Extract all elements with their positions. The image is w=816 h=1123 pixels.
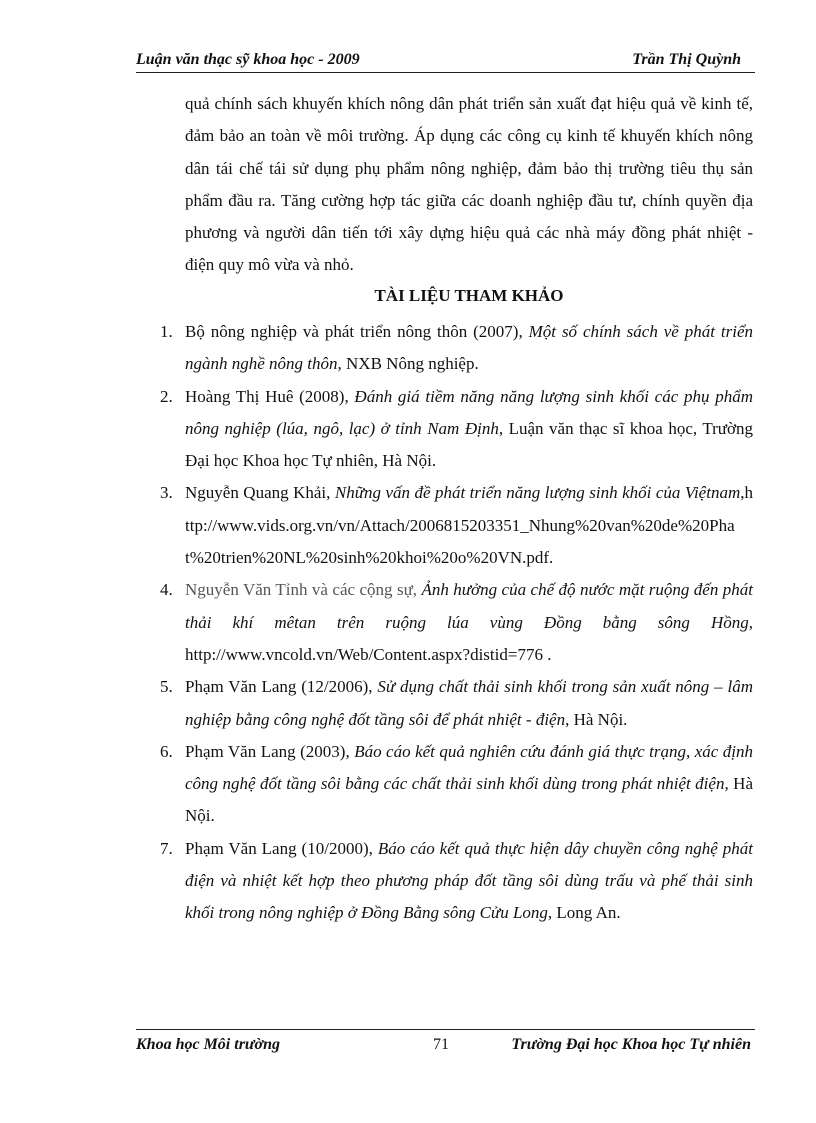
reference-publisher: , Luận văn thạc sĩ khoa học, Trường Đại học Khoa học Tự nhiên, Hà Nội. bbox=[185, 418, 753, 471]
body-section bbox=[185, 88, 753, 282]
reference-item bbox=[138, 316, 753, 381]
page-footer bbox=[136, 1029, 755, 1060]
header-thesis-title: Luận văn thạc sỹ khoa học - 2009 bbox=[136, 51, 360, 68]
reference-number: 6. bbox=[160, 741, 173, 761]
reference-item bbox=[138, 833, 753, 930]
reference-title: Một số chính sách về phát triển ngành nghề nông thôn bbox=[185, 322, 753, 374]
header-author: Trần Thị Quỳnh bbox=[632, 51, 741, 68]
reference-item bbox=[138, 574, 753, 671]
reference-authors: Phạm Văn Lang (2003), bbox=[185, 741, 355, 761]
reference-publisher: , NXB Nông nghiệp. bbox=[337, 354, 479, 374]
reference-authors: Phạm Văn Lang (10/2000), bbox=[185, 838, 378, 858]
reference-title: Đánh giá tiềm năng năng lượng sinh khối các phụ phẩm nông nghiệp (lúa, ngô, lạc) ở tỉnh Nam Định bbox=[185, 386, 753, 438]
reference-number: 5. bbox=[160, 677, 173, 697]
reference-url: ,http://www.vids.org.vn/vn/Attach/2006815203351_Nhung%20van%20de%20Phat%20trien%20NL%20sinh%20khoi%20o%20VN.pdf. bbox=[185, 483, 753, 568]
references-list bbox=[138, 316, 753, 930]
page-header bbox=[136, 48, 755, 73]
reference-authors: Bộ nông nghiệp và phát triển nông thôn (2007), bbox=[185, 322, 529, 341]
reference-number: 2. bbox=[160, 386, 173, 406]
reference-item bbox=[138, 736, 753, 833]
reference-number: 7. bbox=[160, 838, 173, 858]
reference-authors: Hoàng Thị Huê (2008), bbox=[185, 386, 355, 406]
reference-title: Báo cáo kết quả nghiên cứu đánh giá thực trạng, xác định công nghệ đốt tầng sôi bằng các chất thải sinh khối dùng trong phát nhiệt điện, bbox=[185, 741, 754, 794]
reference-number: 1. bbox=[160, 322, 173, 341]
reference-item bbox=[138, 381, 753, 478]
page-number: 71 bbox=[433, 1036, 449, 1053]
reference-authors: Nguyễn Văn Tỉnh và các cộng sự, bbox=[185, 580, 422, 600]
reference-item bbox=[138, 477, 753, 574]
reference-title: Ảnh hưởng của chế độ nước mặt ruộng đến phát thải khí mêtan trên ruộng lúa vùng Đồng bằng sông Hồng bbox=[185, 580, 753, 632]
reference-title: Những vấn đề phát triển năng lượng sinh khối của Việtnam bbox=[334, 483, 741, 503]
reference-publisher: , Long An. bbox=[547, 903, 621, 923]
reference-authors: Phạm Văn Lang (12/2006), bbox=[185, 677, 378, 697]
footer-university: Trường Đại học Khoa học Tự nhiên bbox=[511, 1036, 751, 1053]
reference-publisher: , Hà Nội. bbox=[565, 709, 628, 729]
reference-number: 4. bbox=[160, 580, 173, 600]
reference-item bbox=[138, 671, 753, 736]
body-paragraph: quả chính sách khuyến khích nông dân phát triển sản xuất đạt hiệu quả về kinh tế, đảm bảo an toàn về môi trường. Áp dụng các công cụ kinh tế khuyến khích nông dân tái chế tái sử dụng phụ phẩm nông nghiệp, đảm bảo thị trường tiêu thụ sản phẩm đầu ra. Tăng cường hợp tác giữa các doanh nghiệp đầu tư, chính quyền địa phương và người dân tiến tới xây dựng hiệu quả các nhà máy đồng phát nhiệt - điện quy mô vừa và nhỏ. bbox=[185, 94, 753, 275]
reference-url: , http://www.vncold.vn/Web/Content.aspx?distid=776 . bbox=[185, 612, 753, 664]
footer-department: Khoa học Môi trường bbox=[136, 1036, 280, 1053]
references-heading: TÀI LIỆU THAM KHẢO bbox=[374, 286, 564, 305]
reference-title: Sử dụng chất thải sinh khối trong sản xuất nông – lâm nghiệp bằng công nghệ đốt tầng sôi để phát nhiệt - điện bbox=[185, 677, 753, 729]
reference-authors: Nguyễn Quang Khải, bbox=[185, 483, 335, 503]
reference-number: 3. bbox=[160, 483, 173, 503]
reference-publisher: Hà Nội. bbox=[185, 774, 753, 826]
reference-title: Báo cáo kết quả thực hiện dây chuyền công nghệ phát điện và nhiệt kết hợp theo phương pháp đốt tầng sôi dùng trấu và phế thải sinh khối trong nông nghiệp ở Đồng Bằng sông Cửu Long bbox=[185, 838, 753, 923]
